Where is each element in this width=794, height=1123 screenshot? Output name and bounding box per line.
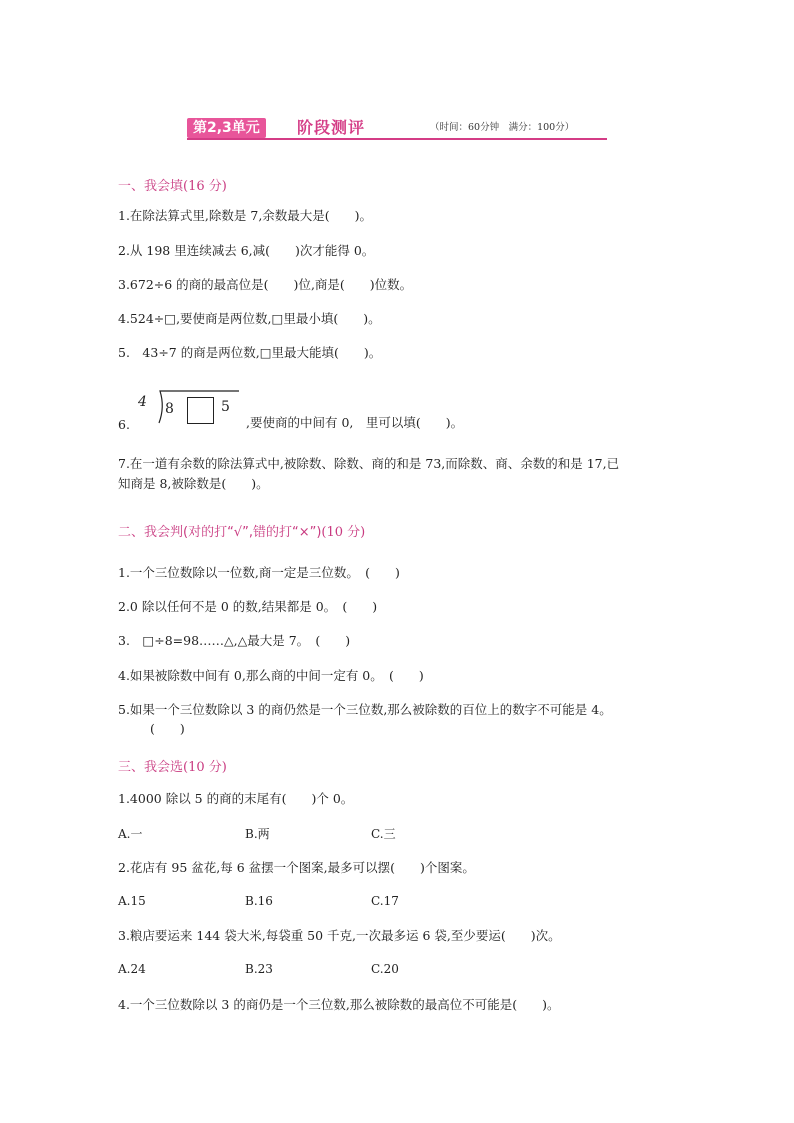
header-rule <box>187 138 607 140</box>
s3-q3-option-c[interactable]: C.20 <box>371 962 399 976</box>
section-3-title <box>118 756 227 775</box>
s2-question-1: 1.一个三位数除以一位数,商一定是三位数。 ( ) <box>118 565 400 580</box>
section-2-points: (10 分) <box>321 525 366 540</box>
section-1-title <box>118 175 227 194</box>
s1-question-5: 5. 43÷7 的商是两位数,□里最大能填( )。 <box>118 345 382 360</box>
s2-question-3: 3. □÷8=98……△,△最大是 7。 ( ) <box>118 633 351 648</box>
section-1-title-text: 一、我会填 <box>118 179 184 194</box>
page-title: 阶段测评 <box>297 118 366 137</box>
s3-q2-option-a[interactable]: A.15 <box>118 894 146 908</box>
s3-q2-option-b[interactable]: B.16 <box>245 894 273 908</box>
s1-question-6-number: 6. <box>118 417 130 432</box>
s3-q1-option-a[interactable]: A.一 <box>118 827 143 841</box>
s3-question-1: 1.4000 除以 5 的商的末尾有( )个 0。 <box>118 791 354 806</box>
s3-q1-option-b[interactable]: B.两 <box>245 827 270 841</box>
dividend-digit-3: 5 <box>221 399 230 415</box>
s3-question-2: 2.花店有 95 盆花,每 6 盆摆一个图案,最多可以摆( )个图案。 <box>118 860 475 875</box>
s1-question-7-line-2: 知商是 8,被除数是( )。 <box>118 476 269 491</box>
section-3-points: (10 分) <box>183 760 227 775</box>
s3-question-3: 3.粮店要运来 144 袋大米,每袋重 50 千克,一次最多运 6 袋,至少要运( )次。 <box>118 928 561 943</box>
exam-info: （时间：60分钟 满分：100分） <box>430 122 575 133</box>
divisor-digit: 4 <box>138 394 147 410</box>
section-2-title <box>118 521 365 540</box>
blank-box[interactable] <box>187 397 214 424</box>
section-1-points: (16 分) <box>183 179 227 194</box>
s1-question-6-text: ,要使商的中间有 0, 里可以填( )。 <box>246 415 464 430</box>
section-2-title-text: 二、我会判(对的打“√”,错的打“×”) <box>118 525 322 540</box>
s2-question-5-line-1: 5.如果一个三位数除以 3 的商仍然是一个三位数,那么被除数的百位上的数字不可能是 4。 <box>118 702 612 717</box>
section-3-title-text: 三、我会选 <box>118 760 184 775</box>
page-header <box>187 118 607 140</box>
dividend-digit-1: 8 <box>165 401 174 417</box>
s1-question-3: 3.672÷6 的商的最高位是( )位,商是( )位数。 <box>118 277 413 292</box>
s3-q1-option-c[interactable]: C.三 <box>371 827 396 841</box>
s3-q3-option-b[interactable]: B.23 <box>245 962 273 976</box>
s1-question-7-line-1: 7.在一道有余数的除法算式中,被除数、除数、商的和是 73,而除数、商、余数的和是 17,已 <box>118 456 620 471</box>
s2-question-2: 2.0 除以任何不是 0 的数,结果都是 0。 ( ) <box>118 599 378 614</box>
s2-question-5-line-2: ( ) <box>150 721 185 736</box>
s1-question-2: 2.从 198 里连续减去 6,减( )次才能得 0。 <box>118 243 375 258</box>
s1-question-1: 1.在除法算式里,除数是 7,余数最大是( )。 <box>118 208 373 223</box>
s3-question-4: 4.一个三位数除以 3 的商仍是一个三位数,那么被除数的最高位不可能是( )。 <box>118 997 560 1012</box>
long-division-figure <box>135 387 245 427</box>
s3-q2-option-c[interactable]: C.17 <box>371 894 399 908</box>
s1-question-4: 4.524÷□,要使商是两位数,□里最小填( )。 <box>118 311 381 326</box>
unit-badge: 第2,3单元 <box>187 118 266 138</box>
s2-question-4: 4.如果被除数中间有 0,那么商的中间一定有 0。 ( ) <box>118 668 424 683</box>
s3-q3-option-a[interactable]: A.24 <box>118 962 146 976</box>
